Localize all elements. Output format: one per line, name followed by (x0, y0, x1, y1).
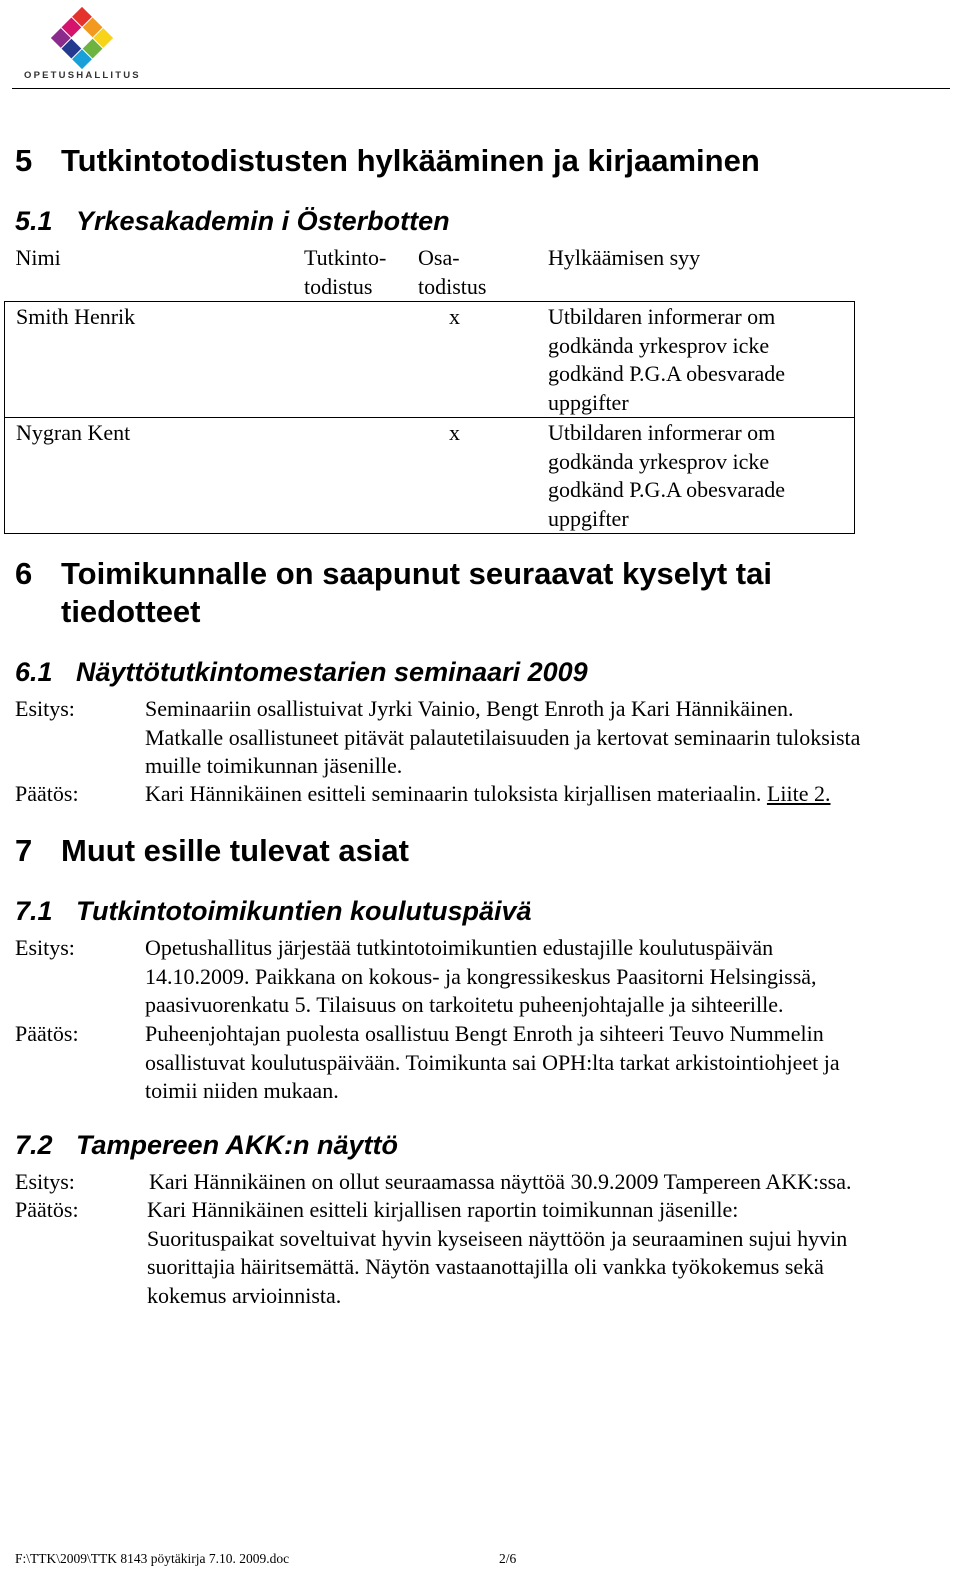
section-7-1-number: 7.1 (15, 896, 53, 926)
text-line: Seminaariin osallistuivat Jyrki Vainio, Bengt Enroth ja Kari Hännikäinen. (145, 696, 794, 721)
row-reason-line: godkänd P.G.A obesvarade (548, 477, 786, 502)
row-reason (548, 302, 855, 418)
row-osatodistus: x (449, 304, 460, 329)
section-5-1-title: Yrkesakademin i Österbotten (76, 206, 450, 236)
header-osatodistus-line2: todistus (418, 273, 487, 299)
row-tutkintotodistus (304, 418, 418, 534)
text-line: Kari Hännikäinen on ollut seuraamassa näyttöä 30.9.2009 Tampereen AKK:ssa. (149, 1169, 852, 1194)
row-reason-line: uppgifter (548, 389, 629, 415)
row-name: Smith Henrik (16, 304, 136, 329)
esitys-label: Esitys: (15, 935, 75, 960)
header-tutkintotodistus-line2: todistus (304, 273, 373, 299)
section-7-2-heading (15, 1129, 398, 1161)
section-5-1-heading (15, 205, 450, 237)
paatos-label: Päätös: (15, 781, 79, 806)
section-6-1-number: 6.1 (15, 657, 53, 687)
table-row (5, 302, 855, 418)
logo-text: OPETUSHALLITUS (24, 70, 141, 81)
paatos-text (147, 1196, 847, 1310)
header-tutkintotodistus (304, 244, 418, 302)
header-nimi: Nimi (15, 245, 61, 270)
esitys-label: Esitys: (15, 696, 75, 721)
text-line: muille toimikunnan jäsenille. (145, 753, 403, 778)
section-6-heading (15, 555, 772, 593)
header-osatodistus-line1: Osa- (418, 245, 460, 270)
row-name: Nygran Kent (16, 420, 131, 445)
attachment-link[interactable]: Liite 2. (766, 781, 831, 806)
esitys-text (145, 695, 860, 781)
section-6-number: 6 (15, 556, 33, 591)
section-7-2-title: Tampereen AKK:n näyttö (76, 1130, 399, 1160)
text-line: kokemus arvioinnista. (147, 1282, 342, 1308)
text-line: Matkalle osallistuneet pitävät palautetilaisuuden ja kertovat seminaarin tuloksista (145, 724, 861, 750)
section-7-heading (15, 832, 409, 870)
row-reason (548, 418, 855, 534)
text-line: toimii niiden mukaan. (145, 1078, 339, 1103)
row-reason-line: godkända yrkesprov icke (548, 448, 770, 474)
row-reason-line: godkänd P.G.A obesvarade (548, 361, 786, 386)
section-7-number: 7 (15, 833, 33, 868)
esitys-text (145, 934, 817, 1020)
row-reason-line: Utbildaren informerar om (548, 304, 776, 329)
paatos-sentence: Kari Hännikäinen esitteli seminaarin tuloksista kirjallisen materiaalin. (145, 781, 762, 806)
section-7-2-number: 7.2 (15, 1130, 53, 1160)
text-line: Kari Hännikäinen esitteli kirjallisen raportin toimikunnan jäsenille: (147, 1197, 739, 1222)
table-row (5, 418, 855, 534)
section-6-1-title: Näyttötutkintomestarien seminaari 2009 (76, 657, 588, 687)
text-line: 14.10.2009. Paikkana on kokous- ja kongressikeskus Paasitorni Helsingissä, (145, 963, 817, 989)
text-line: Opetushallitus järjestää tutkintotoimikuntien edustajille koulutuspäivän (145, 935, 774, 960)
footer-page-number: 2/6 (499, 1551, 517, 1566)
header-divider (12, 88, 950, 89)
paatos-label: Päätös: (15, 1021, 79, 1046)
section-5-number: 5 (15, 143, 33, 178)
text-line: Suorituspaikat soveltuivat hyvin kyseiseen näyttöön ja seuraaminen sujui hyvin (147, 1225, 848, 1251)
section-5-title: Tutkintotodistusten hylkääminen ja kirjaaminen (61, 143, 760, 178)
row-reason-line: uppgifter (548, 505, 629, 531)
section-7-1-title: Tutkintotoimikuntien koulutuspäivä (76, 896, 532, 926)
row-tutkintotodistus (304, 302, 418, 418)
section-7-1-heading (15, 895, 532, 927)
text-line (145, 780, 830, 809)
row-reason-line: godkända yrkesprov icke (548, 332, 770, 358)
section-7-title: Muut esille tulevat asiat (61, 833, 409, 868)
section-6-title-line2: tiedotteet (61, 594, 201, 629)
header-hylkaamisen-syy: Hylkäämisen syy (548, 245, 701, 270)
esitys-label: Esitys: (15, 1169, 75, 1194)
row-reason-line: Utbildaren informerar om (548, 420, 776, 445)
paatos-label: Päätös: (15, 1197, 79, 1222)
text-line: paasivuorenkatu 5. Tilaisuus on tarkoitetu puheenjohtajalle ja sihteerille. (145, 992, 784, 1017)
table-header-row (5, 244, 855, 302)
paatos-text (145, 780, 830, 809)
rejection-table (4, 244, 855, 534)
header-tutkintotodistus-line1: Tutkinto- (304, 245, 387, 270)
header-osatodistus (418, 244, 548, 302)
text-line: Puheenjohtajan puolesta osallistuu Bengt Enroth ja sihteeri Teuvo Nummelin (145, 1021, 824, 1046)
text-line: osallistuvat koulutuspäivään. Toimikunta sai OPH:lta tarkat arkistointiohjeet ja (145, 1049, 840, 1075)
esitys-text (149, 1168, 852, 1197)
text-line: suorittajia häiritsemättä. Näytön vastaanottajilla oli vankka työkokemus sekä (147, 1254, 824, 1279)
section-6-title-line1: Toimikunnalle on saapunut seuraavat kyselyt tai (61, 556, 772, 591)
footer-file-path: F:\TTK\2009\TTK 8143 pöytäkirja 7.10. 2009.doc (15, 1551, 290, 1566)
section-5-1-number: 5.1 (15, 206, 53, 236)
section-6-1-heading (15, 656, 588, 688)
section-5-heading (15, 142, 760, 180)
paatos-text (145, 1020, 840, 1106)
row-osatodistus: x (449, 420, 460, 445)
